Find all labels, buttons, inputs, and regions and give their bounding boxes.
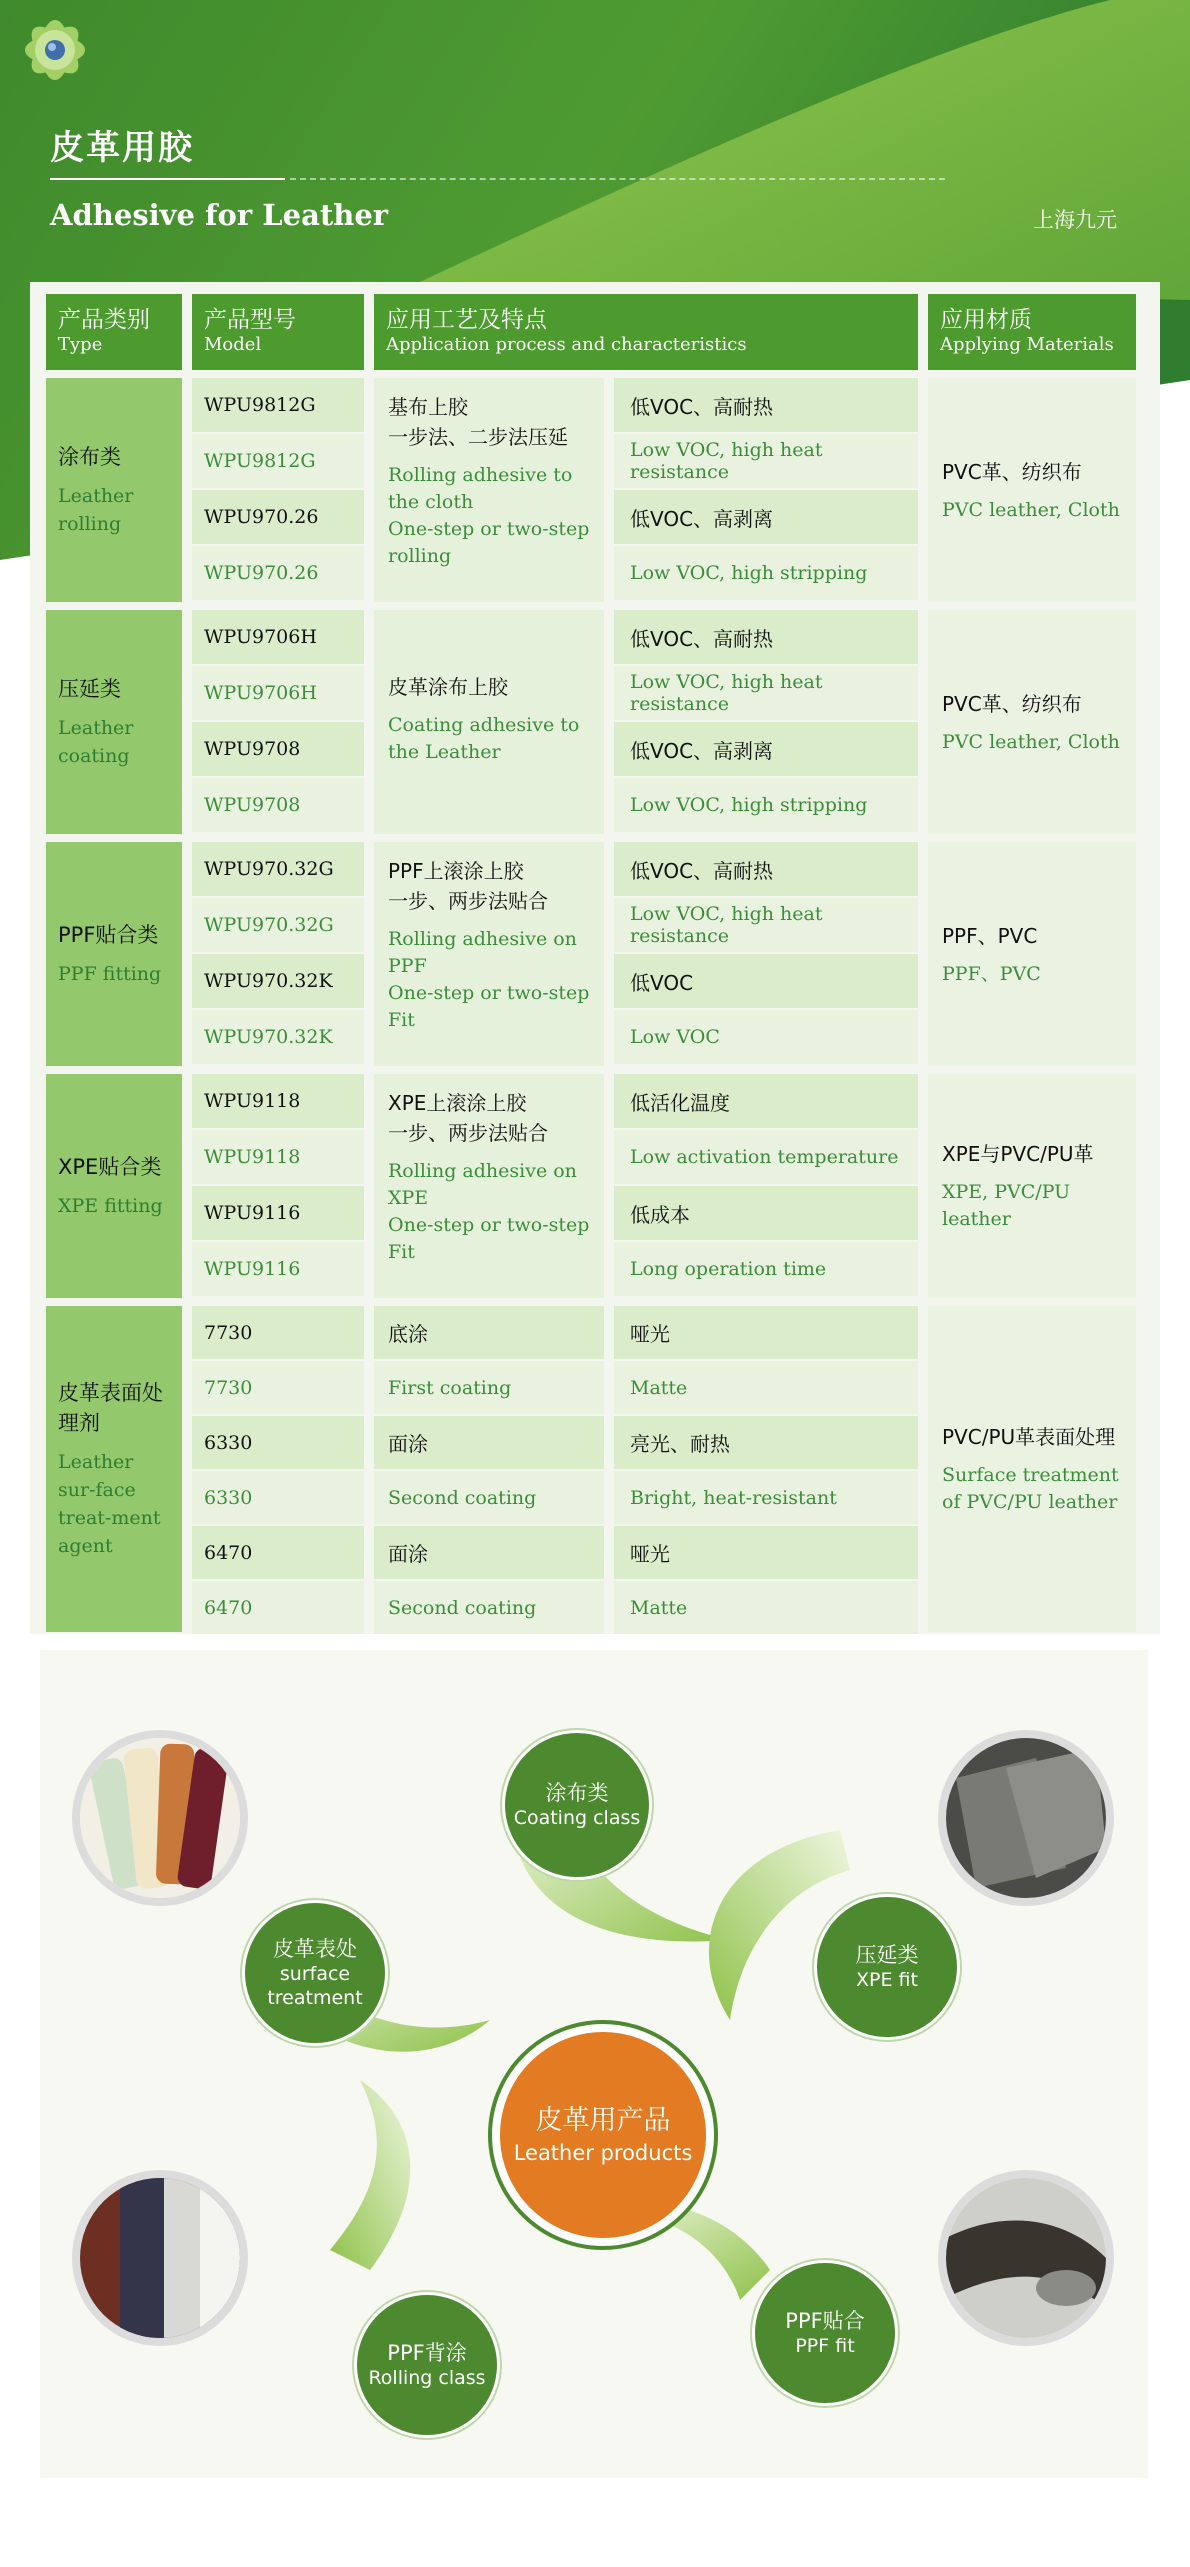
node-ppf-fit-cn: PPF贴合 (785, 2309, 865, 2333)
characteristic-cell: 低VOC (614, 954, 918, 1008)
model-cell: WPU970.32K (192, 1010, 364, 1064)
model-cell: WPU970.32G (192, 842, 364, 896)
material-cn: PVC革、纺织布 (942, 459, 1082, 484)
type-en: Leather coating (58, 717, 134, 767)
node-surface-cn: 皮革表处 (273, 1937, 357, 1961)
type-cell (46, 378, 182, 602)
characteristic-cell: 低VOC、高剥离 (614, 490, 918, 544)
process-cell: 面涂 (374, 1416, 604, 1469)
characteristic-cell: 低VOC、高耐热 (614, 610, 918, 664)
material-cell (928, 610, 1136, 834)
node-coating-en: Coating class (513, 1807, 641, 1829)
characteristic-cell: 低VOC、高耐热 (614, 842, 918, 896)
material-cn: XPE与PVC/PU革 (942, 1142, 1094, 1166)
characteristic-cell: 亮光、耐热 (614, 1416, 918, 1469)
center-node-leather-products (500, 2032, 706, 2238)
node-surface-treatment (242, 1900, 388, 2046)
process-cell (374, 1074, 604, 1298)
material-en: PVC leather, Cloth (942, 498, 1120, 521)
type-en: Leather rolling (58, 485, 134, 535)
type-en: Leather sur-face treat-ment agent (58, 1451, 161, 1557)
type-cell (46, 1074, 182, 1298)
header-material-en: Applying Materials (940, 334, 1114, 355)
node-coating-class (502, 1730, 652, 1880)
material-en: PPF、PVC (942, 962, 1041, 985)
process-en: Coating adhesive to the Leather (388, 714, 580, 763)
header-material-cn: 应用材质 (940, 307, 1032, 333)
company-name: 上海九元 (1033, 208, 1117, 232)
material-cell-surface (928, 1306, 1136, 1632)
model-cell: WPU970.32K (192, 954, 364, 1008)
center-en: Leather products (513, 2141, 693, 2165)
header-model-cn: 产品型号 (204, 307, 296, 333)
model-cell: WPU970.32G (192, 898, 364, 952)
material-en: XPE, PVC/PU leather (942, 1181, 1071, 1230)
node-ppf-backcoat-cn: PPF背涂 (387, 2341, 467, 2365)
model-cell: WPU9708 (192, 722, 364, 776)
characteristic-cell: Matte (614, 1581, 918, 1634)
characteristic-cell: 哑光 (614, 1526, 918, 1579)
node-calender-en: XPE fit (856, 1969, 918, 1991)
node-calender-class (814, 1894, 960, 2040)
node-surface-en: surface treatment (267, 1963, 363, 2009)
model-cell: WPU970.26 (192, 490, 364, 544)
node-coating-cn: 涂布类 (545, 1781, 609, 1805)
material-cell (928, 378, 1136, 602)
company-logo-icon (0, 0, 110, 110)
model-cell: WPU9116 (192, 1186, 364, 1240)
model-cell: WPU9812G (192, 378, 364, 432)
type-cn: XPE贴合类 (58, 1155, 162, 1179)
characteristic-cell: Long operation time (614, 1242, 918, 1296)
process-cell (374, 610, 604, 834)
model-cell: 6470 (192, 1581, 364, 1634)
characteristic-cell: Low VOC, high stripping (614, 546, 918, 600)
model-cell: WPU9706H (192, 610, 364, 664)
characteristic-cell: Low VOC, high heat resistance (614, 434, 918, 488)
material-cn: PVC革、纺织布 (942, 691, 1082, 716)
node-ppf-fit (752, 2260, 898, 2406)
characteristic-cell: 低成本 (614, 1186, 918, 1240)
characteristic-cell: 低VOC、高剥离 (614, 722, 918, 776)
characteristic-cell: 低活化温度 (614, 1074, 918, 1128)
material-en: Surface treatment of PVC/PU leather (942, 1464, 1119, 1513)
node-ppf-backcoat (354, 2292, 500, 2438)
node-ppf-fit-en: PPF fit (795, 2335, 855, 2357)
characteristic-cell: Low VOC, high heat resistance (614, 898, 918, 952)
node-ppf-backcoat-en: Rolling class (368, 2367, 486, 2389)
type-cn: 压延类 (58, 677, 121, 701)
model-cell: 7730 (192, 1306, 364, 1359)
process-cn: XPE上滚涂上胶 一步、两步法贴合 (388, 1091, 548, 1145)
material-cell (928, 842, 1136, 1066)
process-cn: 基布上胶 一步法、二步法压延 (388, 395, 568, 449)
process-cell: 底涂 (374, 1306, 604, 1359)
header-type-cn: 产品类别 (58, 307, 150, 333)
process-en: Rolling adhesive on XPE One-step or two-step Fit (388, 1160, 590, 1263)
model-cell: WPU970.26 (192, 546, 364, 600)
node-calender-cn: 压延类 (855, 1943, 919, 1967)
type-cn: 涂布类 (58, 445, 121, 469)
leather-photo-top-left (72, 1730, 248, 1906)
type-en: XPE fitting (58, 1195, 163, 1217)
header-type-en: Type (58, 334, 103, 355)
header-process-en: Application process and characteristics (386, 334, 747, 355)
center-cn: 皮革用产品 (535, 2105, 671, 2136)
process-cell: Second coating (374, 1471, 604, 1524)
product-diagram (40, 1650, 1148, 2478)
process-cell: First coating (374, 1361, 604, 1414)
process-cell: Second coating (374, 1581, 604, 1634)
header-model-en: Model (204, 334, 262, 355)
model-cell: 6330 (192, 1416, 364, 1469)
characteristic-cell: Bright, heat-resistant (614, 1471, 918, 1524)
type-cn: 皮革表面处理剂 (58, 1381, 163, 1435)
characteristic-cell: Matte (614, 1361, 918, 1414)
process-cell (374, 842, 604, 1066)
model-cell: WPU9116 (192, 1242, 364, 1296)
model-cell: 6470 (192, 1526, 364, 1579)
type-cell (46, 610, 182, 834)
model-cell: 7730 (192, 1361, 364, 1414)
process-cell (374, 378, 604, 602)
leather-rolls-photo-bottom-left (72, 2170, 248, 2346)
characteristic-cell: Low VOC (614, 1010, 918, 1064)
material-cn: PVC/PU革表面处理 (942, 1425, 1116, 1449)
type-cell-surface (46, 1306, 182, 1632)
process-cell: 面涂 (374, 1526, 604, 1579)
model-cell: WPU9708 (192, 778, 364, 832)
process-cn: PPF上滚涂上胶 一步、两步法贴合 (388, 859, 548, 913)
page-title-cn: 皮革用胶 (50, 128, 194, 168)
process-en: Rolling adhesive on PPF One-step or two-step Fit (388, 928, 590, 1031)
type-en: PPF fitting (58, 963, 162, 985)
model-cell: WPU9118 (192, 1130, 364, 1184)
model-cell: WPU9706H (192, 666, 364, 720)
product-table (30, 282, 1160, 1634)
header-material (928, 294, 1136, 370)
characteristic-cell: Low VOC, high stripping (614, 778, 918, 832)
process-en: Rolling adhesive to the cloth One-step or two-step rolling (388, 464, 590, 567)
film-roll-photo-bottom-right (938, 2170, 1114, 2346)
header-process (374, 294, 918, 370)
header-type (46, 294, 182, 370)
header-model (192, 294, 364, 370)
characteristic-cell: Low VOC, high heat resistance (614, 666, 918, 720)
title-dashed-divider (290, 178, 945, 180)
model-cell: WPU9812G (192, 434, 364, 488)
type-cell (46, 842, 182, 1066)
process-cn: 皮革涂布上胶 (388, 675, 508, 699)
characteristic-cell: 哑光 (614, 1306, 918, 1359)
model-cell: WPU9118 (192, 1074, 364, 1128)
material-cell (928, 1074, 1136, 1298)
characteristic-cell: Low activation temperature (614, 1130, 918, 1184)
characteristic-cell: 低VOC、高耐热 (614, 378, 918, 432)
material-cn: PPF、PVC (942, 923, 1038, 948)
material-en: PVC leather, Cloth (942, 730, 1120, 753)
model-cell: 6330 (192, 1471, 364, 1524)
type-cn: PPF贴合类 (58, 923, 159, 947)
header-process-cn: 应用工艺及特点 (386, 307, 547, 333)
title-underline (50, 178, 285, 180)
foam-photo-top-right (938, 1730, 1114, 1906)
page-title-en: Adhesive for Leather (50, 198, 389, 232)
